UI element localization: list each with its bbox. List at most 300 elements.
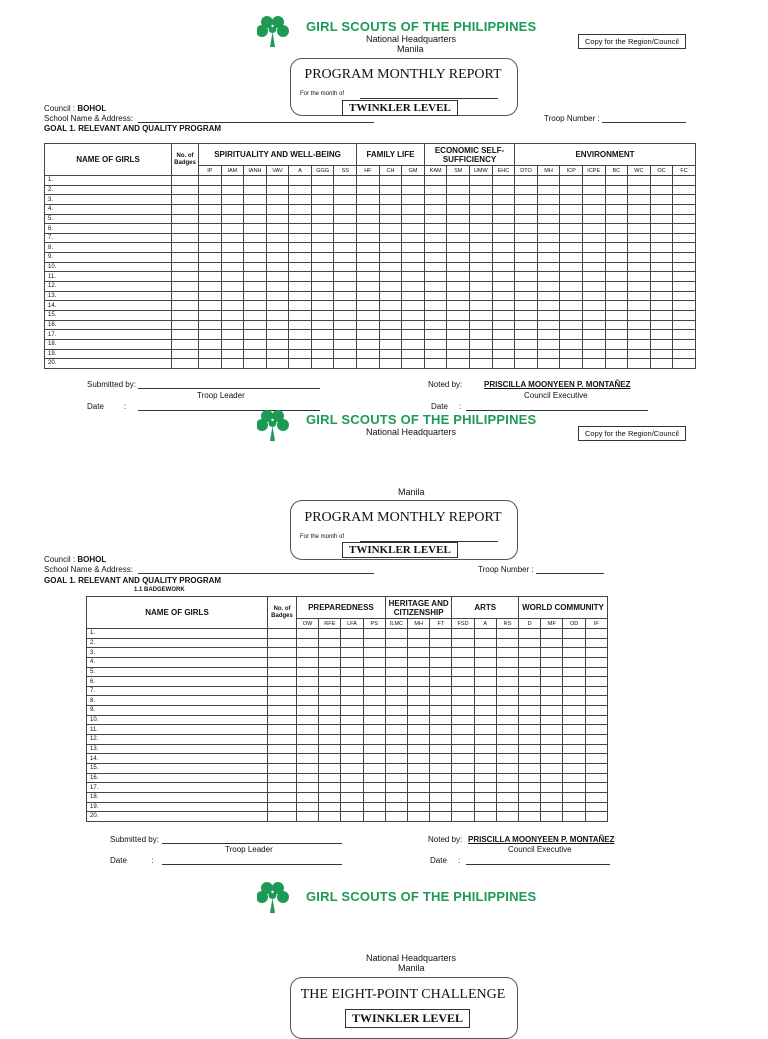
table-cell[interactable] [199, 214, 222, 224]
table-cell[interactable] [582, 214, 605, 224]
table-cell[interactable] [424, 282, 447, 292]
table-cell[interactable] [628, 330, 651, 340]
table-cell[interactable] [474, 763, 496, 773]
table-cell[interactable] [496, 677, 518, 687]
table-cell[interactable] [650, 204, 673, 214]
table-cell[interactable] [424, 185, 447, 195]
table-cell[interactable] [430, 812, 452, 822]
table-cell[interactable] [268, 802, 297, 812]
table-cell[interactable] [244, 291, 267, 301]
table-cell[interactable] [385, 744, 407, 754]
table-cell[interactable] [266, 176, 289, 186]
table-cell[interactable] [628, 320, 651, 330]
table-cell[interactable] [605, 272, 628, 282]
table-cell[interactable] [172, 291, 199, 301]
table-cell[interactable] [447, 262, 470, 272]
table-cell[interactable] [650, 339, 673, 349]
table-cell[interactable] [585, 706, 607, 716]
table-cell[interactable] [319, 802, 341, 812]
row-number[interactable]: 9. [87, 706, 268, 716]
table-cell[interactable] [585, 744, 607, 754]
table-cell[interactable] [268, 696, 297, 706]
table-cell[interactable] [496, 735, 518, 745]
table-cell[interactable] [268, 667, 297, 677]
table-cell[interactable] [673, 349, 696, 359]
table-cell[interactable] [430, 629, 452, 639]
table-cell[interactable] [408, 715, 430, 725]
table-cell[interactable] [334, 185, 357, 195]
table-cell[interactable] [385, 648, 407, 658]
row-number[interactable]: 12. [87, 735, 268, 745]
table-cell[interactable] [447, 272, 470, 282]
table-cell[interactable] [650, 301, 673, 311]
table-cell[interactable] [496, 667, 518, 677]
table-cell[interactable] [385, 763, 407, 773]
table-cell[interactable] [221, 243, 244, 253]
table-cell[interactable] [385, 725, 407, 735]
table-cell[interactable] [341, 792, 363, 802]
table-cell[interactable] [496, 725, 518, 735]
table-cell[interactable] [402, 272, 425, 282]
table-cell[interactable] [266, 262, 289, 272]
table-cell[interactable] [334, 224, 357, 234]
table-cell[interactable] [430, 638, 452, 648]
table-cell[interactable] [311, 176, 334, 186]
table-cell[interactable] [492, 320, 515, 330]
table-cell[interactable] [363, 657, 385, 667]
date-field-2[interactable] [466, 864, 610, 865]
table-cell[interactable] [268, 715, 297, 725]
table-cell[interactable] [266, 339, 289, 349]
table-cell[interactable] [363, 783, 385, 793]
table-cell[interactable] [447, 320, 470, 330]
table-cell[interactable] [363, 725, 385, 735]
table-cell[interactable] [563, 686, 585, 696]
table-cell[interactable] [560, 301, 583, 311]
table-cell[interactable] [199, 176, 222, 186]
table-cell[interactable] [363, 763, 385, 773]
table-cell[interactable] [585, 696, 607, 706]
table-cell[interactable] [402, 310, 425, 320]
table-cell[interactable] [563, 735, 585, 745]
table-cell[interactable] [221, 224, 244, 234]
table-cell[interactable] [496, 686, 518, 696]
table-cell[interactable] [199, 243, 222, 253]
table-cell[interactable] [519, 735, 541, 745]
table-cell[interactable] [673, 262, 696, 272]
table-cell[interactable] [385, 735, 407, 745]
table-cell[interactable] [650, 310, 673, 320]
table-cell[interactable] [515, 330, 538, 340]
table-cell[interactable] [474, 686, 496, 696]
table-cell[interactable] [673, 320, 696, 330]
table-cell[interactable] [334, 310, 357, 320]
table-cell[interactable] [266, 224, 289, 234]
table-cell[interactable] [474, 735, 496, 745]
table-cell[interactable] [297, 648, 319, 658]
table-cell[interactable] [424, 195, 447, 205]
table-cell[interactable] [199, 195, 222, 205]
table-cell[interactable] [402, 204, 425, 214]
table-cell[interactable] [297, 802, 319, 812]
table-cell[interactable] [319, 773, 341, 783]
table-cell[interactable] [357, 195, 380, 205]
table-cell[interactable] [244, 195, 267, 205]
row-number[interactable]: 2. [87, 638, 268, 648]
table-cell[interactable] [492, 310, 515, 320]
table-cell[interactable] [537, 301, 560, 311]
table-cell[interactable] [385, 638, 407, 648]
table-cell[interactable] [408, 667, 430, 677]
table-cell[interactable] [341, 735, 363, 745]
table-cell[interactable] [289, 291, 312, 301]
table-cell[interactable] [172, 176, 199, 186]
table-cell[interactable] [311, 204, 334, 214]
table-cell[interactable] [244, 330, 267, 340]
table-cell[interactable] [311, 359, 334, 369]
table-cell[interactable] [244, 176, 267, 186]
table-cell[interactable] [585, 802, 607, 812]
table-cell[interactable] [605, 204, 628, 214]
table-cell[interactable] [537, 214, 560, 224]
table-cell[interactable] [363, 686, 385, 696]
table-cell[interactable] [585, 783, 607, 793]
table-cell[interactable] [519, 754, 541, 764]
table-cell[interactable] [341, 754, 363, 764]
table-cell[interactable] [408, 677, 430, 687]
table-cell[interactable] [447, 224, 470, 234]
table-cell[interactable] [311, 233, 334, 243]
table-cell[interactable] [379, 282, 402, 292]
table-cell[interactable] [452, 773, 474, 783]
table-cell[interactable] [341, 657, 363, 667]
table-cell[interactable] [244, 272, 267, 282]
table-cell[interactable] [311, 301, 334, 311]
table-cell[interactable] [334, 176, 357, 186]
table-cell[interactable] [650, 233, 673, 243]
table-cell[interactable] [537, 243, 560, 253]
table-cell[interactable] [385, 657, 407, 667]
table-cell[interactable] [541, 648, 563, 658]
table-cell[interactable] [628, 282, 651, 292]
table-cell[interactable] [289, 195, 312, 205]
table-cell[interactable] [363, 706, 385, 716]
table-cell[interactable] [628, 233, 651, 243]
table-cell[interactable] [297, 638, 319, 648]
table-cell[interactable] [268, 629, 297, 639]
table-cell[interactable] [515, 359, 538, 369]
table-cell[interactable] [385, 802, 407, 812]
table-cell[interactable] [519, 706, 541, 716]
submitted-field[interactable] [162, 843, 342, 844]
table-cell[interactable] [244, 253, 267, 263]
table-cell[interactable] [430, 744, 452, 754]
table-cell[interactable] [582, 291, 605, 301]
table-cell[interactable] [673, 224, 696, 234]
table-cell[interactable] [563, 706, 585, 716]
table-cell[interactable] [515, 320, 538, 330]
table-cell[interactable] [341, 677, 363, 687]
table-cell[interactable] [424, 204, 447, 214]
table-cell[interactable] [357, 185, 380, 195]
table-cell[interactable] [341, 802, 363, 812]
table-cell[interactable] [297, 686, 319, 696]
row-number[interactable]: 7. [87, 686, 268, 696]
table-cell[interactable] [379, 359, 402, 369]
table-cell[interactable] [650, 282, 673, 292]
table-cell[interactable] [560, 243, 583, 253]
row-number[interactable]: 16. [87, 773, 268, 783]
table-cell[interactable] [424, 359, 447, 369]
table-cell[interactable] [515, 176, 538, 186]
table-cell[interactable] [357, 253, 380, 263]
table-cell[interactable] [496, 792, 518, 802]
table-cell[interactable] [357, 291, 380, 301]
table-cell[interactable] [221, 291, 244, 301]
table-cell[interactable] [563, 629, 585, 639]
table-cell[interactable] [585, 677, 607, 687]
table-cell[interactable] [585, 735, 607, 745]
table-cell[interactable] [496, 696, 518, 706]
table-cell[interactable] [408, 735, 430, 745]
table-cell[interactable] [430, 696, 452, 706]
table-cell[interactable] [379, 253, 402, 263]
table-cell[interactable] [650, 185, 673, 195]
table-cell[interactable] [541, 735, 563, 745]
table-cell[interactable] [470, 176, 493, 186]
table-cell[interactable] [297, 812, 319, 822]
table-cell[interactable] [582, 253, 605, 263]
table-cell[interactable] [357, 282, 380, 292]
table-cell[interactable] [474, 706, 496, 716]
table-cell[interactable] [452, 725, 474, 735]
table-cell[interactable] [650, 214, 673, 224]
table-cell[interactable] [289, 224, 312, 234]
table-cell[interactable] [424, 243, 447, 253]
table-cell[interactable] [289, 243, 312, 253]
table-cell[interactable] [319, 735, 341, 745]
table-cell[interactable] [470, 339, 493, 349]
table-cell[interactable] [474, 802, 496, 812]
table-cell[interactable] [334, 359, 357, 369]
table-cell[interactable] [430, 792, 452, 802]
table-cell[interactable] [447, 310, 470, 320]
table-cell[interactable] [408, 648, 430, 658]
row-number[interactable]: 18. [87, 792, 268, 802]
table-cell[interactable] [537, 224, 560, 234]
table-cell[interactable] [585, 763, 607, 773]
table-cell[interactable] [341, 744, 363, 754]
table-cell[interactable] [334, 195, 357, 205]
table-cell[interactable] [470, 359, 493, 369]
table-cell[interactable] [341, 696, 363, 706]
table-cell[interactable] [297, 792, 319, 802]
table-cell[interactable] [221, 204, 244, 214]
table-cell[interactable] [424, 214, 447, 224]
table-cell[interactable] [519, 783, 541, 793]
table-cell[interactable] [172, 253, 199, 263]
table-cell[interactable] [452, 812, 474, 822]
table-cell[interactable] [408, 812, 430, 822]
table-cell[interactable] [447, 195, 470, 205]
table-cell[interactable] [385, 773, 407, 783]
table-cell[interactable] [334, 262, 357, 272]
table-cell[interactable] [519, 677, 541, 687]
table-cell[interactable] [199, 310, 222, 320]
table-cell[interactable] [199, 339, 222, 349]
table-cell[interactable] [199, 224, 222, 234]
table-cell[interactable] [430, 725, 452, 735]
table-cell[interactable] [563, 725, 585, 735]
table-cell[interactable] [334, 214, 357, 224]
table-cell[interactable] [452, 802, 474, 812]
table-cell[interactable] [560, 310, 583, 320]
table-cell[interactable] [289, 233, 312, 243]
table-cell[interactable] [334, 243, 357, 253]
table-cell[interactable] [297, 725, 319, 735]
row-number[interactable]: 5. [45, 214, 172, 224]
table-cell[interactable] [379, 272, 402, 282]
table-cell[interactable] [268, 725, 297, 735]
table-cell[interactable] [221, 301, 244, 311]
table-cell[interactable] [605, 233, 628, 243]
table-cell[interactable] [541, 677, 563, 687]
table-cell[interactable] [266, 195, 289, 205]
month-field[interactable] [360, 98, 498, 99]
table-cell[interactable] [172, 330, 199, 340]
table-cell[interactable] [289, 176, 312, 186]
table-cell[interactable] [172, 310, 199, 320]
row-number[interactable]: 1. [45, 176, 172, 186]
table-cell[interactable] [363, 638, 385, 648]
table-cell[interactable] [447, 243, 470, 253]
table-cell[interactable] [357, 320, 380, 330]
table-cell[interactable] [297, 715, 319, 725]
row-number[interactable]: 6. [87, 677, 268, 687]
table-cell[interactable] [496, 629, 518, 639]
table-cell[interactable] [560, 330, 583, 340]
table-cell[interactable] [408, 725, 430, 735]
table-cell[interactable] [447, 282, 470, 292]
table-cell[interactable] [474, 696, 496, 706]
table-cell[interactable] [628, 185, 651, 195]
date-field-2[interactable] [466, 410, 648, 411]
table-cell[interactable] [673, 301, 696, 311]
table-cell[interactable] [363, 802, 385, 812]
table-cell[interactable] [582, 330, 605, 340]
table-cell[interactable] [492, 233, 515, 243]
table-cell[interactable] [385, 686, 407, 696]
table-cell[interactable] [582, 195, 605, 205]
table-cell[interactable] [492, 214, 515, 224]
table-cell[interactable] [605, 243, 628, 253]
table-cell[interactable] [496, 715, 518, 725]
row-number[interactable]: 20. [87, 812, 268, 822]
table-cell[interactable] [357, 204, 380, 214]
table-cell[interactable] [563, 696, 585, 706]
table-cell[interactable] [221, 320, 244, 330]
table-cell[interactable] [541, 812, 563, 822]
table-cell[interactable] [470, 272, 493, 282]
table-cell[interactable] [563, 677, 585, 687]
table-cell[interactable] [673, 214, 696, 224]
table-cell[interactable] [560, 204, 583, 214]
submitted-field[interactable] [138, 388, 320, 389]
table-cell[interactable] [319, 629, 341, 639]
table-cell[interactable] [582, 301, 605, 311]
date-field[interactable] [138, 410, 320, 411]
table-cell[interactable] [199, 282, 222, 292]
table-cell[interactable] [560, 339, 583, 349]
table-cell[interactable] [297, 735, 319, 745]
table-cell[interactable] [221, 349, 244, 359]
table-cell[interactable] [172, 243, 199, 253]
table-cell[interactable] [585, 657, 607, 667]
table-cell[interactable] [519, 812, 541, 822]
table-cell[interactable] [474, 725, 496, 735]
table-cell[interactable] [519, 763, 541, 773]
table-cell[interactable] [452, 735, 474, 745]
table-cell[interactable] [447, 339, 470, 349]
table-cell[interactable] [474, 812, 496, 822]
row-number[interactable]: 17. [87, 783, 268, 793]
table-cell[interactable] [541, 802, 563, 812]
table-cell[interactable] [221, 185, 244, 195]
table-cell[interactable] [341, 686, 363, 696]
table-cell[interactable] [474, 783, 496, 793]
row-number[interactable]: 11. [87, 725, 268, 735]
table-cell[interactable] [628, 262, 651, 272]
table-cell[interactable] [289, 272, 312, 282]
table-cell[interactable] [470, 349, 493, 359]
table-cell[interactable] [297, 783, 319, 793]
table-cell[interactable] [563, 783, 585, 793]
table-cell[interactable] [474, 744, 496, 754]
table-cell[interactable] [605, 195, 628, 205]
table-cell[interactable] [363, 754, 385, 764]
table-cell[interactable] [297, 667, 319, 677]
table-cell[interactable] [492, 224, 515, 234]
table-cell[interactable] [673, 339, 696, 349]
table-cell[interactable] [447, 359, 470, 369]
table-cell[interactable] [628, 195, 651, 205]
table-cell[interactable] [541, 763, 563, 773]
table-cell[interactable] [357, 310, 380, 320]
table-cell[interactable] [650, 253, 673, 263]
table-cell[interactable] [334, 339, 357, 349]
table-cell[interactable] [470, 301, 493, 311]
table-cell[interactable] [560, 359, 583, 369]
table-cell[interactable] [357, 262, 380, 272]
table-cell[interactable] [379, 176, 402, 186]
table-cell[interactable] [363, 792, 385, 802]
table-cell[interactable] [628, 310, 651, 320]
table-cell[interactable] [385, 715, 407, 725]
table-cell[interactable] [341, 773, 363, 783]
table-cell[interactable] [537, 253, 560, 263]
table-cell[interactable] [402, 185, 425, 195]
table-cell[interactable] [563, 812, 585, 822]
table-cell[interactable] [541, 657, 563, 667]
table-cell[interactable] [311, 262, 334, 272]
table-cell[interactable] [172, 339, 199, 349]
table-cell[interactable] [341, 638, 363, 648]
table-cell[interactable] [673, 253, 696, 263]
table-cell[interactable] [474, 667, 496, 677]
table-cell[interactable] [492, 243, 515, 253]
table-cell[interactable] [605, 330, 628, 340]
table-cell[interactable] [496, 773, 518, 783]
